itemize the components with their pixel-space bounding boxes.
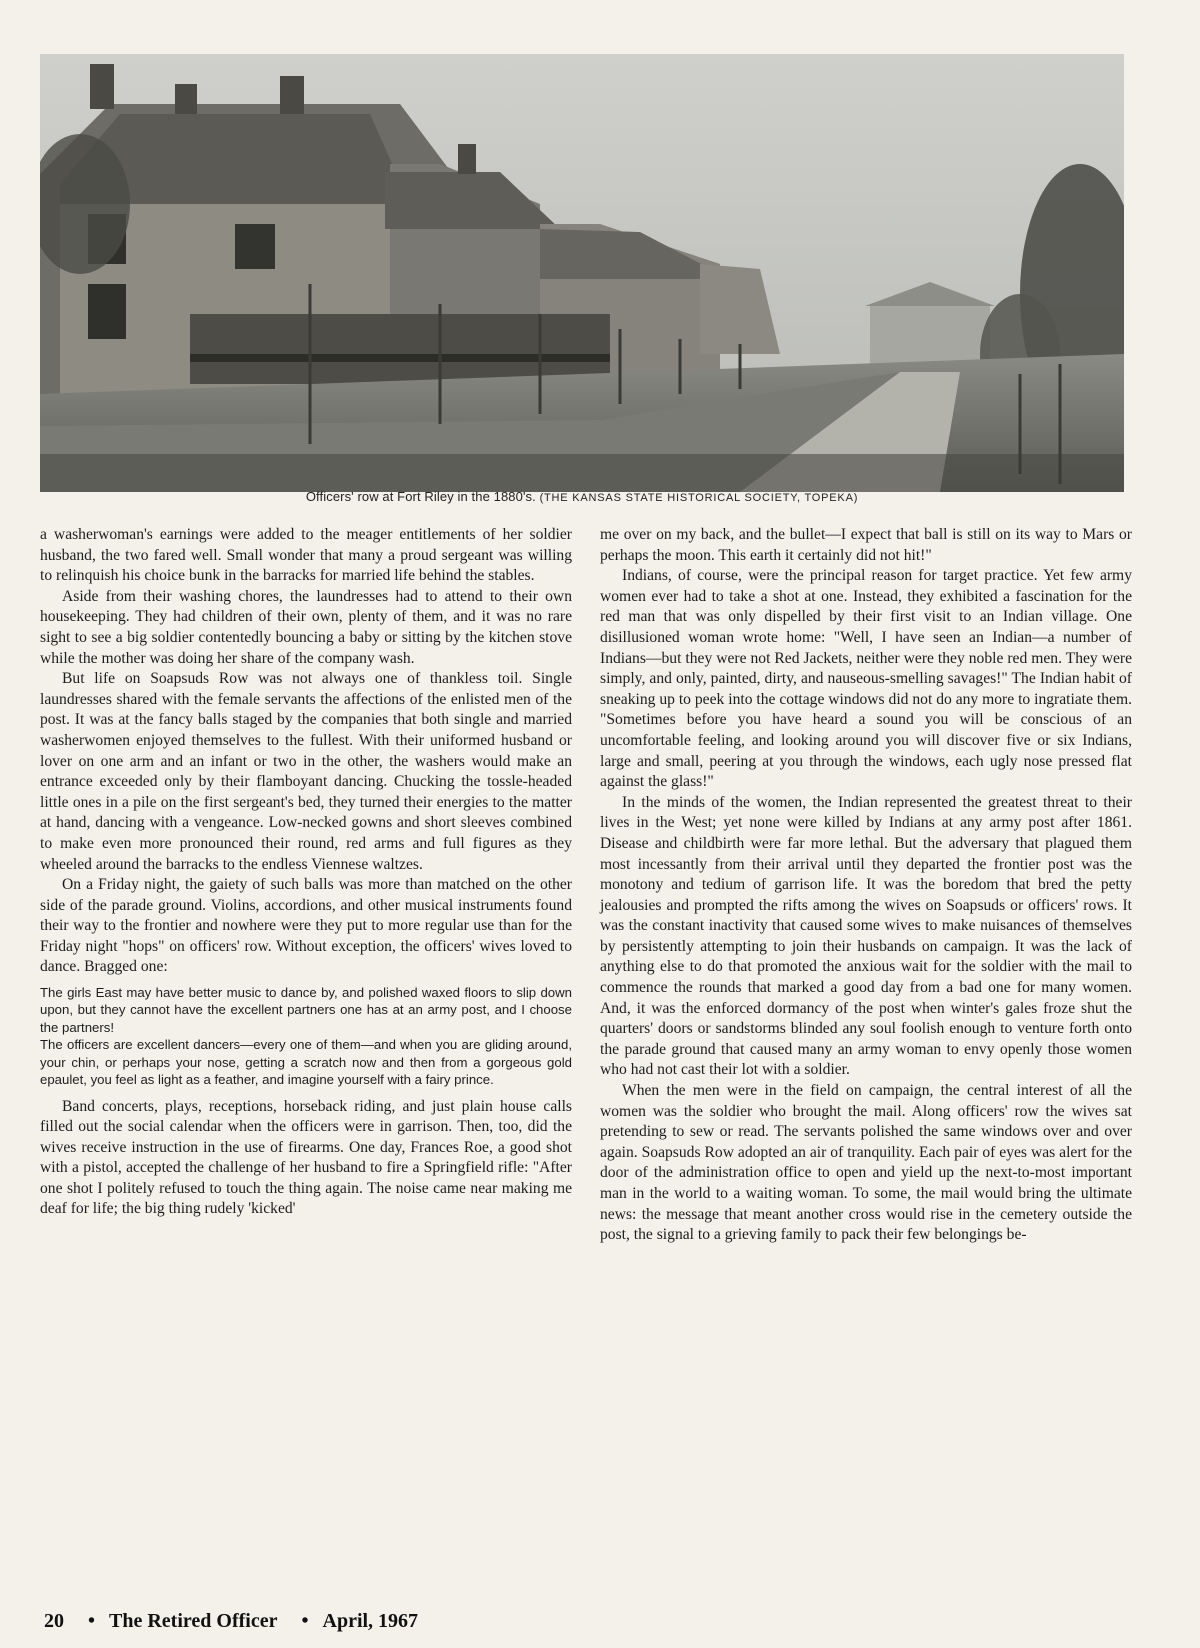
officers-row-photo	[40, 54, 1124, 492]
left-column	[40, 525, 572, 1220]
block-quote: The girls East may have better music to dance by, and polished waxed floors to slip down upon, but they cannot have the excellent partners one has at an army post, and I choose the partners!	[40, 985, 572, 1035]
page-footer	[44, 1610, 428, 1633]
paragraph: When the men were in the field on campaign, the central interest of all the women was the soldier who brought the mail. Along officers' row the wives sat pretending to sew or read. The servants polished the same windows over and over again. Soapsuds Row adopted an air of tranquility. Each pair of eyes was alert for the door of the administration office to open and yield up the next-to-most important man in the world to a waiting woman. To some, the mail would bring the ultimate news: the message that meant another cross would rise in the cemetery outside the post, the signal to a grieving family to pack their few belongings be-	[600, 1082, 1132, 1244]
footer-separator: •	[301, 1610, 309, 1632]
issue-date: April, 1967	[322, 1610, 419, 1632]
footer-separator: •	[88, 1610, 96, 1632]
paragraph: In the minds of the women, the Indian represented the greatest threat to their lives in the West; yet none were killed by Indians at any army post after 1861. Disease and childbirth were far more lethal. But the adversary that plagued them most incessantly from their arrival until they departed the frontier post was the monotony and tedium of garrison life. It was the boredom that bred the petty jealousies and prompted the rifts among the wives on Soapsuds or officers' rows. It was the constant inactivity that caused some wives to make nuisances of themselves by persistently attempting to join their husbands on campaign. It was the lack of anything else to do that promoted the anxious wait for the soldier with the mail to commence the rounds that marked a good day from a bad one for many women. And, it was the enforced dormancy of the post when winter's gales froze shut the quarters' doors or sandstorms blinded any soul foolish enough to venture forth onto the parade ground that caused many an army woman to envy openly those women who had not cast their lot with a soldier.	[600, 793, 1132, 1079]
paragraph: a washerwoman's earnings were added to the meager entitlements of her soldier husband, the two fared well. Small wonder that many a proud sergeant was willing to relinquish his choice bunk in the barracks for married life behind the stables.	[40, 526, 572, 585]
right-column	[600, 525, 1132, 1246]
paragraph: Indians, of course, were the principal reason for target practice. Yet few army women ever had to take a shot at one. Instead, they exhibited a fascination for the red man that was only dispelled by their first visit to an Indian village. One disillusioned woman wrote home: "Well, I have seen an Indian—a number of Indians—but they were not Red Jackets, neither were they noble red men. They were simply, and only, painted, dirty, and nauseous-smelling savages!" The Indian habit of sneaking up to peek into the cottage windows did not do any more to ingratiate them. "Sometimes before you have heard a sound you will be conscious of an uncomfortable feeling, and looking around you will discover five or six Indians, large and small, peering at you through the windows, each ugly nose pressed flat against the glass!"	[600, 567, 1132, 791]
paragraph: But life on Soapsuds Row was not always one of thankless toil. Single laundresses shared with the female servants the affections of the enlisted men of the post. It was at the fancy balls staged by the companies that both single and married washerwomen enjoyed themselves to the fullest. With their uniformed husband or lover on one arm and an infant or two in the other, the washers would make an entrance exceeded only by their flamboyant dancing. Chucking the tossle-headed little ones in a pile on the first sergeant's bed, they turned their energies to the matter at hand, dancing with a vengeance. Low-necked gowns and short sleeves combined to make even more pronounced their round, red arms and full figures as they wheeled around the barracks to the endless Viennese waltzes.	[40, 670, 572, 873]
paragraph: Band concerts, plays, receptions, horseback riding, and just plain house calls filled out the social calendar when the officers were in garrison. Then, too, did the wives receive instruction in the use of firearms. One day, Frances Roe, a good shot with a pistol, accepted the challenge of her husband to fire a Springfield rifle: "After one shot I politely refused to touch the thing again. The noise came near making me deaf for life; the big thing rudely 'kicked'	[40, 1097, 572, 1218]
paragraph: me over on my back, and the bullet—I expect that ball is still on its way to Mars or perhaps the moon. This earth it certainly did not hit!"	[600, 526, 1132, 564]
page-number: 20	[44, 1610, 64, 1632]
caption-text: Officers' row at Fort Riley in the 1880's.	[305, 489, 536, 504]
paragraph: Aside from their washing chores, the laundresses had to attend to their own housekeeping. They had children of their own, plenty of them, and it was no rare sight to see a big soldier contentedly bouncing a baby or sitting by the kitchen stove while the mother was doing her share of the company wash.	[40, 587, 572, 667]
photo-caption	[40, 489, 1124, 504]
publication-name: The Retired Officer	[109, 1610, 278, 1632]
caption-credit: (THE KANSAS STATE HISTORICAL SOCIETY, TOPEKA)	[539, 492, 859, 504]
photo-illustration	[40, 54, 1124, 492]
paragraph: On a Friday night, the gaiety of such balls was more than matched on the other side of the parade ground. Violins, accordions, and other musical instruments found their way to the frontier and nowhere were they put to more regular use than for the Friday night "hops" on officers' row. Without exception, the officers' wives loved to dance. Bragged one:	[40, 876, 572, 976]
block-quote: The officers are excellent dancers—every one of them—and when you are gliding around, your chin, or perhaps your nose, getting a scratch now and then from a gorgeous gold epaulet, you feel as light as a feather, and imagine yourself with a fairy prince.	[40, 1037, 572, 1088]
